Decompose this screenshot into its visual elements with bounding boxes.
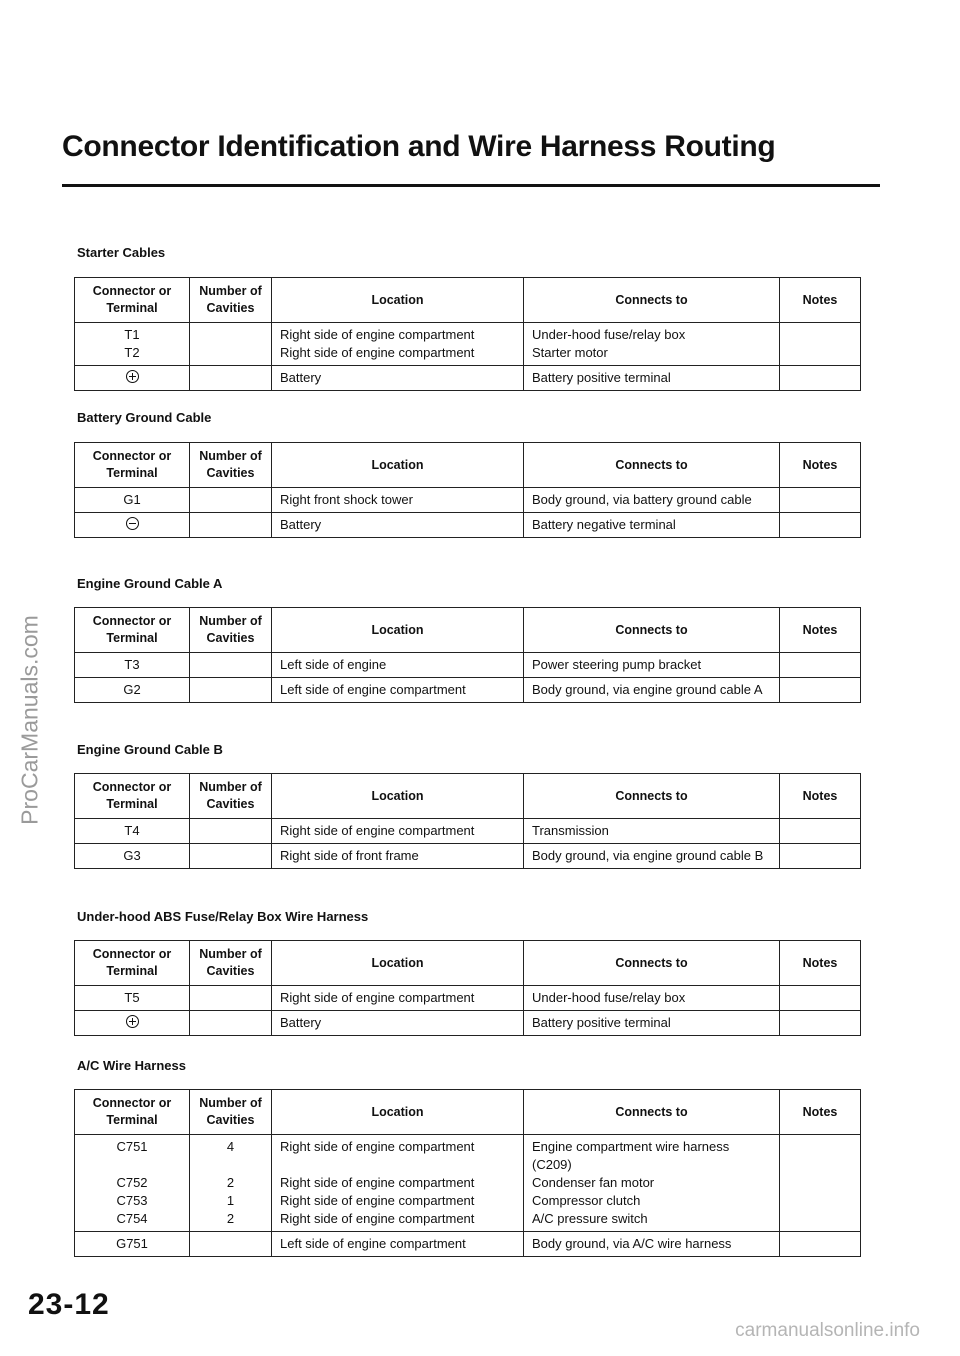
location-cell bbox=[272, 653, 524, 678]
cell-line: Right side of engine compartment bbox=[280, 345, 475, 360]
header-connects-to: Connects to bbox=[524, 941, 780, 986]
cell-line bbox=[83, 369, 181, 387]
cell-line: Right side of engine compartment bbox=[280, 327, 475, 342]
cell-line: A/C pressure switch bbox=[532, 1211, 648, 1226]
cell-line: Left side of engine compartment bbox=[280, 1236, 466, 1251]
cell-line: Under-hood fuse/relay box bbox=[532, 327, 686, 342]
table-row bbox=[75, 819, 861, 844]
cell-line bbox=[198, 491, 263, 509]
table-row bbox=[75, 1135, 861, 1232]
header-row bbox=[75, 1090, 861, 1135]
notes-cell bbox=[780, 653, 861, 678]
cavities-cell bbox=[190, 1011, 272, 1036]
header-connector bbox=[75, 774, 190, 819]
cell-line: Left side of engine bbox=[280, 657, 387, 672]
terminal-cell bbox=[75, 819, 190, 844]
cell-line: G1 bbox=[123, 492, 141, 507]
cell-line bbox=[198, 1156, 263, 1174]
cell-line: Power steering pump bracket bbox=[532, 657, 702, 672]
section-title: A/C Wire Harness bbox=[77, 1058, 186, 1073]
cell-line bbox=[83, 516, 181, 534]
terminal-cell bbox=[75, 986, 190, 1011]
cell-line bbox=[83, 1014, 181, 1032]
header-connector bbox=[75, 443, 190, 488]
header-connects-to: Connects to bbox=[524, 608, 780, 653]
cell-line: Body ground, via engine ground cable A bbox=[532, 682, 763, 697]
cell-line: C753 bbox=[116, 1193, 148, 1208]
notes-cell bbox=[780, 1232, 861, 1257]
cavities-cell bbox=[190, 986, 272, 1011]
terminal-cell bbox=[75, 844, 190, 869]
location-cell bbox=[272, 513, 524, 538]
cavities-cell bbox=[190, 1135, 272, 1232]
header-row bbox=[75, 443, 861, 488]
table-row bbox=[75, 513, 861, 538]
cell-line: T5 bbox=[124, 990, 140, 1005]
location-cell bbox=[272, 819, 524, 844]
location-cell bbox=[272, 986, 524, 1011]
cell-line: 2 bbox=[226, 1211, 235, 1226]
cell-line: C752 bbox=[116, 1175, 148, 1190]
cell-line: 2 bbox=[226, 1175, 235, 1190]
connector-table bbox=[74, 277, 861, 391]
connects-cell bbox=[524, 323, 780, 366]
cell-line: Engine compartment wire harness bbox=[532, 1139, 730, 1154]
title-rule bbox=[62, 184, 880, 187]
connects-cell bbox=[524, 819, 780, 844]
cell-line: Right front shock tower bbox=[280, 492, 413, 507]
cavities-cell bbox=[190, 653, 272, 678]
header-line: Cavities bbox=[206, 466, 255, 480]
negative-terminal-icon bbox=[126, 517, 139, 530]
header-location: Location bbox=[272, 1090, 524, 1135]
cell-line: T4 bbox=[124, 823, 140, 838]
table-row bbox=[75, 323, 861, 366]
cell-line bbox=[198, 369, 263, 387]
cell-line bbox=[83, 1156, 181, 1174]
terminal-cell bbox=[75, 513, 190, 538]
cell-line: Right side of front frame bbox=[280, 848, 419, 863]
cavities-cell bbox=[190, 819, 272, 844]
cell-line: Body ground, via battery ground cable bbox=[532, 492, 752, 507]
cell-line: Battery positive terminal bbox=[532, 1015, 671, 1030]
location-cell bbox=[272, 1232, 524, 1257]
cell-line: 1 bbox=[226, 1193, 235, 1208]
cell-line: G751 bbox=[116, 1236, 148, 1251]
connector-table bbox=[74, 607, 861, 703]
notes-cell bbox=[780, 1135, 861, 1232]
cell-line: C751 bbox=[116, 1139, 148, 1154]
cell-line: Under-hood fuse/relay box bbox=[532, 990, 686, 1005]
terminal-cell bbox=[75, 366, 190, 391]
header-line: Terminal bbox=[106, 631, 158, 645]
positive-terminal-icon bbox=[126, 1015, 139, 1028]
notes-cell bbox=[780, 844, 861, 869]
header-cavities bbox=[190, 608, 272, 653]
header-row bbox=[75, 278, 861, 323]
header-connector bbox=[75, 941, 190, 986]
header-connects-to: Connects to bbox=[524, 1090, 780, 1135]
table-row bbox=[75, 488, 861, 513]
header-cavities bbox=[190, 1090, 272, 1135]
header-cavities bbox=[190, 443, 272, 488]
cell-line bbox=[198, 847, 263, 865]
cell-line: Battery bbox=[280, 370, 322, 385]
header-line: Connector or bbox=[92, 614, 172, 628]
cell-line: Right side of engine compartment bbox=[280, 1175, 475, 1190]
cell-line bbox=[198, 989, 263, 1007]
notes-cell bbox=[780, 1011, 861, 1036]
header-line: Terminal bbox=[106, 964, 158, 978]
cell-line: Battery positive terminal bbox=[532, 370, 671, 385]
header-location: Location bbox=[272, 774, 524, 819]
cell-line bbox=[198, 326, 263, 344]
location-cell bbox=[272, 1135, 524, 1232]
connects-cell bbox=[524, 1011, 780, 1036]
cell-line: T3 bbox=[124, 657, 140, 672]
header-line: Connector or bbox=[92, 947, 172, 961]
header-location: Location bbox=[272, 278, 524, 323]
header-notes: Notes bbox=[780, 608, 861, 653]
header-connects-to: Connects to bbox=[524, 443, 780, 488]
terminal-cell bbox=[75, 1232, 190, 1257]
header-line: Connector or bbox=[92, 1096, 172, 1110]
cell-line: Battery bbox=[280, 1015, 322, 1030]
cell-line: (C209) bbox=[532, 1157, 572, 1172]
page-title: Connector Identification and Wire Harness Routing bbox=[62, 130, 776, 163]
header-line: Connector or bbox=[92, 284, 172, 298]
terminal-cell bbox=[75, 488, 190, 513]
cell-line: Right side of engine compartment bbox=[280, 1193, 475, 1208]
table-row bbox=[75, 366, 861, 391]
header-cavities bbox=[190, 278, 272, 323]
section-title: Engine Ground Cable B bbox=[77, 742, 223, 757]
watermark-left: ProCarManuals.com bbox=[16, 615, 43, 825]
header-row bbox=[75, 941, 861, 986]
cell-line: T2 bbox=[124, 345, 140, 360]
cell-line: Condenser fan motor bbox=[532, 1175, 655, 1190]
header-line: Number of bbox=[199, 1096, 262, 1110]
header-line: Cavities bbox=[206, 301, 255, 315]
cell-line: Battery bbox=[280, 517, 322, 532]
location-cell bbox=[272, 366, 524, 391]
table-row bbox=[75, 678, 861, 703]
cell-line: T1 bbox=[124, 327, 140, 342]
connector-table bbox=[74, 1089, 861, 1257]
header-line: Cavities bbox=[206, 797, 255, 811]
header-location: Location bbox=[272, 941, 524, 986]
connector-table bbox=[74, 773, 861, 869]
connector-table bbox=[74, 442, 861, 538]
connects-cell bbox=[524, 986, 780, 1011]
cell-line: Transmission bbox=[532, 823, 609, 838]
cell-line: Right side of engine compartment bbox=[280, 1211, 475, 1226]
terminal-cell bbox=[75, 678, 190, 703]
cell-line: Battery negative terminal bbox=[532, 517, 676, 532]
notes-cell bbox=[780, 323, 861, 366]
connects-cell bbox=[524, 653, 780, 678]
terminal-cell bbox=[75, 323, 190, 366]
header-notes: Notes bbox=[780, 1090, 861, 1135]
cell-line: G2 bbox=[123, 682, 141, 697]
notes-cell bbox=[780, 513, 861, 538]
section-title: Battery Ground Cable bbox=[77, 410, 212, 425]
table-row bbox=[75, 844, 861, 869]
notes-cell bbox=[780, 819, 861, 844]
header-row bbox=[75, 608, 861, 653]
header-line: Cavities bbox=[206, 631, 255, 645]
header-connector bbox=[75, 278, 190, 323]
cavities-cell bbox=[190, 323, 272, 366]
header-row bbox=[75, 774, 861, 819]
cell-line bbox=[198, 1014, 263, 1032]
header-location: Location bbox=[272, 608, 524, 653]
header-notes: Notes bbox=[780, 774, 861, 819]
cell-line bbox=[198, 1235, 263, 1253]
header-line: Number of bbox=[199, 284, 262, 298]
section-title: Starter Cables bbox=[77, 245, 166, 260]
cell-line: Right side of engine compartment bbox=[280, 823, 475, 838]
connects-cell bbox=[524, 366, 780, 391]
cell-line bbox=[280, 1156, 515, 1174]
cavities-cell bbox=[190, 488, 272, 513]
terminal-cell bbox=[75, 1011, 190, 1036]
header-line: Connector or bbox=[92, 780, 172, 794]
section-title: Under-hood ABS Fuse/Relay Box Wire Harness bbox=[77, 909, 369, 924]
cell-line bbox=[198, 822, 263, 840]
header-connector bbox=[75, 1090, 190, 1135]
header-notes: Notes bbox=[780, 278, 861, 323]
header-line: Number of bbox=[199, 614, 262, 628]
header-notes: Notes bbox=[780, 443, 861, 488]
connects-cell bbox=[524, 844, 780, 869]
header-line: Number of bbox=[199, 947, 262, 961]
cavities-cell bbox=[190, 513, 272, 538]
cavities-cell bbox=[190, 1232, 272, 1257]
header-cavities bbox=[190, 774, 272, 819]
page-number: 23-12 bbox=[28, 1288, 110, 1321]
cell-line: Right side of engine compartment bbox=[280, 1139, 475, 1154]
header-location: Location bbox=[272, 443, 524, 488]
cell-line bbox=[198, 344, 263, 362]
watermark-bottom: carmanualsonline.info bbox=[735, 1320, 920, 1341]
header-line: Cavities bbox=[206, 964, 255, 978]
cell-line: Compressor clutch bbox=[532, 1193, 641, 1208]
connects-cell bbox=[524, 678, 780, 703]
location-cell bbox=[272, 323, 524, 366]
table-row bbox=[75, 986, 861, 1011]
positive-terminal-icon bbox=[126, 370, 139, 383]
connects-cell bbox=[524, 1135, 780, 1232]
cell-line: Starter motor bbox=[532, 345, 608, 360]
table-row bbox=[75, 653, 861, 678]
notes-cell bbox=[780, 488, 861, 513]
header-line: Terminal bbox=[106, 466, 158, 480]
header-line: Connector or bbox=[92, 449, 172, 463]
table-row bbox=[75, 1232, 861, 1257]
cavities-cell bbox=[190, 844, 272, 869]
cavities-cell bbox=[190, 678, 272, 703]
header-line: Number of bbox=[199, 780, 262, 794]
section-title: Engine Ground Cable A bbox=[77, 576, 223, 591]
header-connects-to: Connects to bbox=[524, 278, 780, 323]
cell-line: Body ground, via A/C wire harness bbox=[532, 1236, 732, 1251]
cavities-cell bbox=[190, 366, 272, 391]
cell-line: G3 bbox=[123, 848, 141, 863]
notes-cell bbox=[780, 986, 861, 1011]
header-connects-to: Connects to bbox=[524, 774, 780, 819]
header-notes: Notes bbox=[780, 941, 861, 986]
connects-cell bbox=[524, 513, 780, 538]
notes-cell bbox=[780, 678, 861, 703]
cell-line bbox=[198, 516, 263, 534]
header-line: Number of bbox=[199, 449, 262, 463]
location-cell bbox=[272, 1011, 524, 1036]
header-line: Terminal bbox=[106, 797, 158, 811]
header-line: Terminal bbox=[106, 301, 158, 315]
location-cell bbox=[272, 678, 524, 703]
connector-table bbox=[74, 940, 861, 1036]
cell-line: Right side of engine compartment bbox=[280, 990, 475, 1005]
header-cavities bbox=[190, 941, 272, 986]
location-cell bbox=[272, 844, 524, 869]
cell-line: Left side of engine compartment bbox=[280, 682, 466, 697]
cell-line: Body ground, via engine ground cable B bbox=[532, 848, 764, 863]
notes-cell bbox=[780, 366, 861, 391]
location-cell bbox=[272, 488, 524, 513]
header-line: Terminal bbox=[106, 1113, 158, 1127]
cell-line: C754 bbox=[116, 1211, 148, 1226]
cell-line bbox=[198, 656, 263, 674]
cell-line bbox=[198, 681, 263, 699]
header-connector bbox=[75, 608, 190, 653]
connects-cell bbox=[524, 1232, 780, 1257]
terminal-cell bbox=[75, 1135, 190, 1232]
header-line: Cavities bbox=[206, 1113, 255, 1127]
table-row bbox=[75, 1011, 861, 1036]
terminal-cell bbox=[75, 653, 190, 678]
connects-cell bbox=[524, 488, 780, 513]
cell-line: 4 bbox=[226, 1139, 235, 1154]
